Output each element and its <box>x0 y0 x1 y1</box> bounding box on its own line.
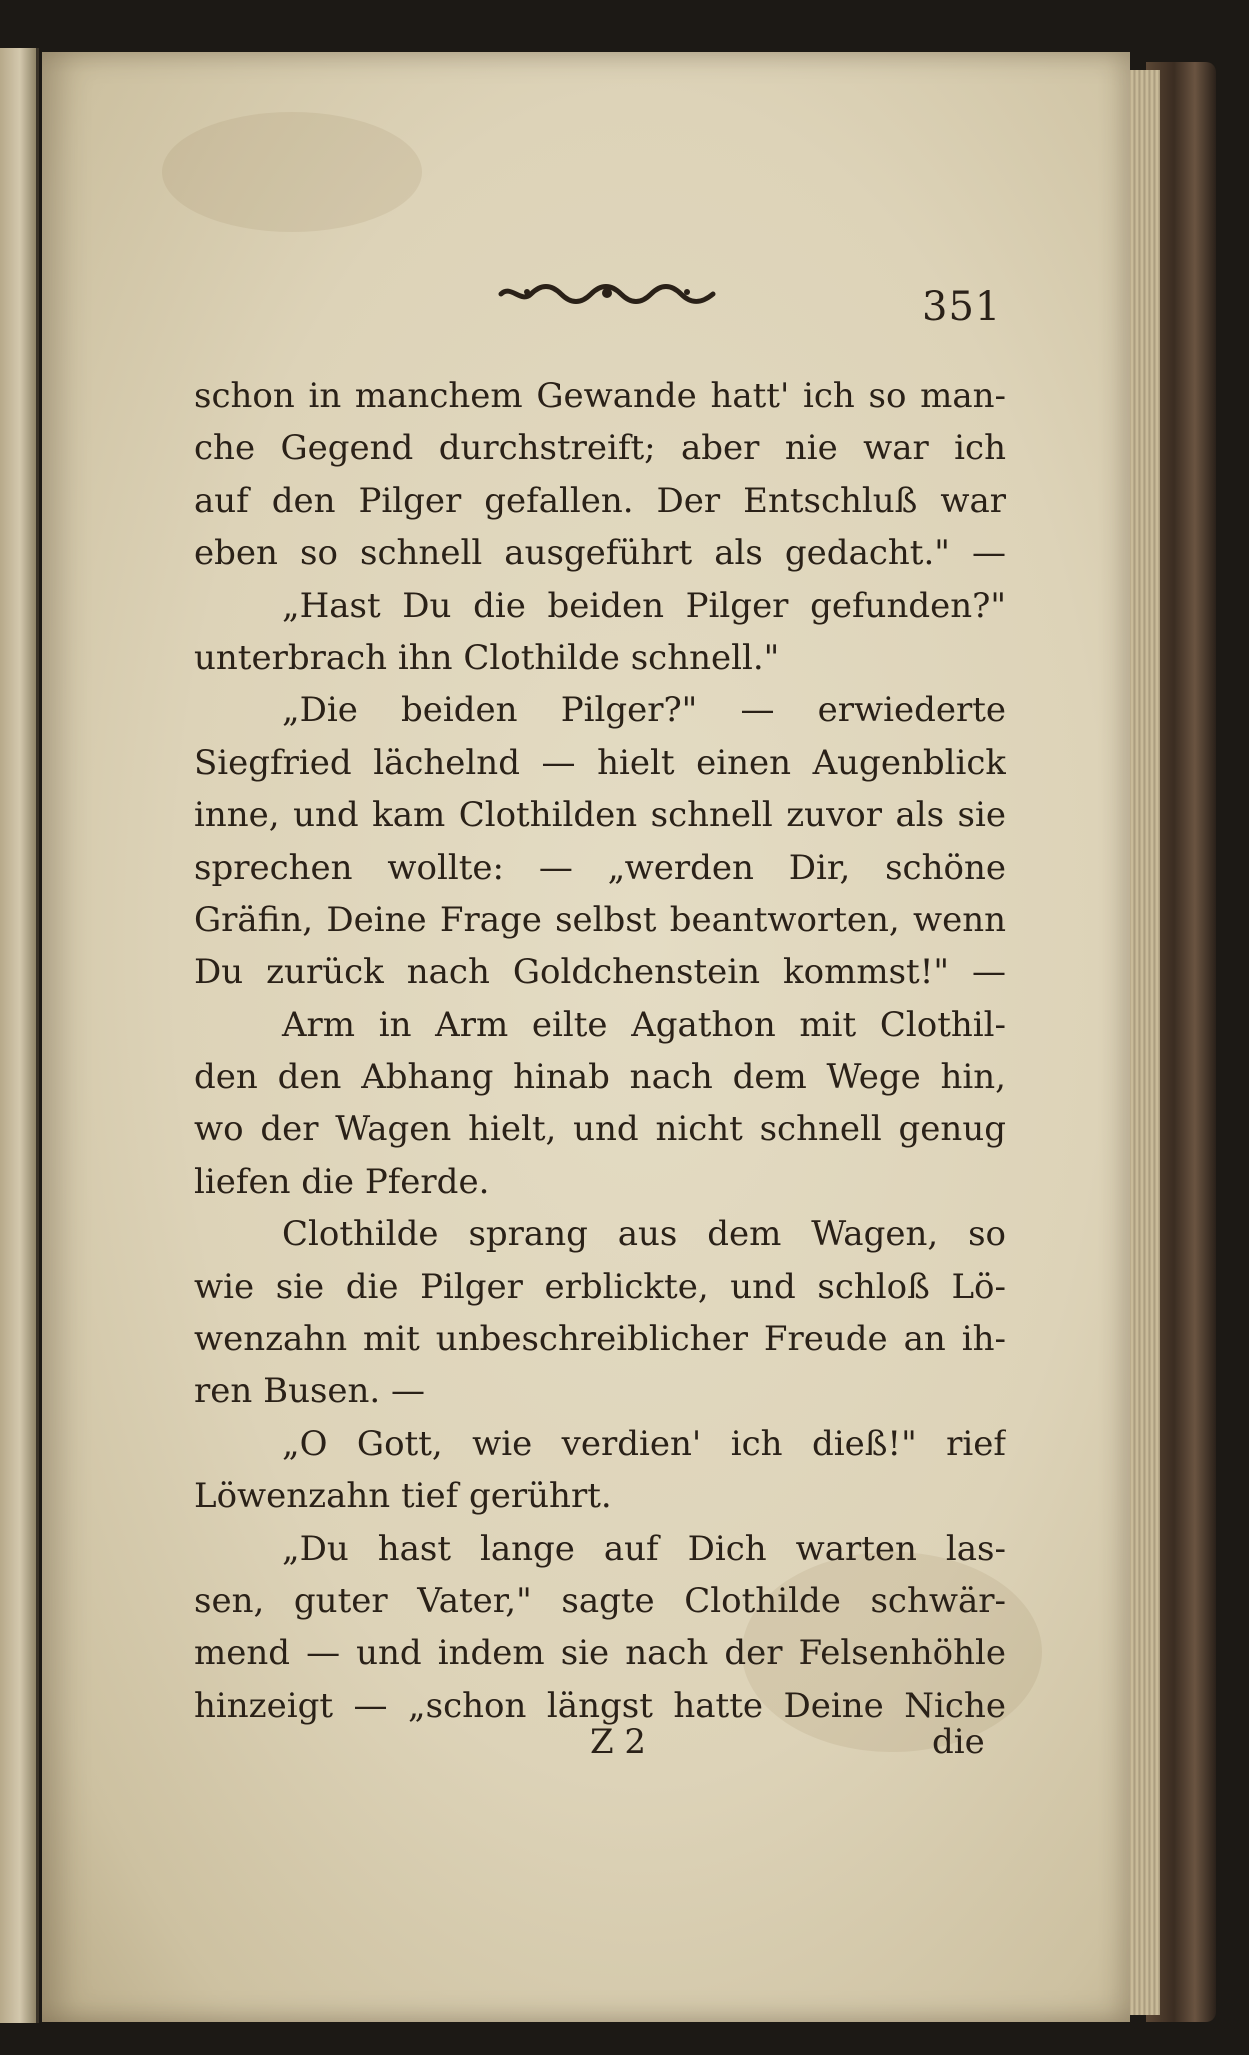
text-line: eben so schnell ausgeführt als gedacht." — <box>194 533 1006 574</box>
page-stack-edge <box>1126 70 1160 2015</box>
text-line: wo der Wagen hielt, und nicht schnell genug <box>194 1109 1006 1150</box>
header-ornament <box>497 280 717 306</box>
text-line: sprechen wollte: — „werden Dir, schöne <box>194 847 1006 888</box>
text-line: inne, und kam Clothilden schnell zuvor als sie <box>194 795 1006 836</box>
text-line: auf den Pilger gefallen. Der Entschluß war <box>194 480 1006 521</box>
text-line: schon in manchem Gewande hatt' ich so man- <box>194 376 1006 416</box>
left-page-edge <box>0 48 39 2023</box>
text-line: wenzahn mit unbeschreiblicher Freude an ih- <box>194 1319 1006 1360</box>
text-line: mend — und indem sie nach der Felsenhöhle <box>194 1633 1006 1674</box>
text-line: hinzeigt — „schon längst hatte Deine Niche <box>194 1685 1006 1726</box>
text-line: Siegfried lächelnd — hielt einen Augenblick <box>194 742 1006 783</box>
text-line: „O Gott, wie verdien' ich dieß!" rief <box>282 1423 1006 1464</box>
text-line: Löwenzahn tief gerührt. <box>194 1476 612 1517</box>
catchword: die <box>932 1722 985 1762</box>
text-line: che Gegend durchstreift; aber nie war ich <box>194 428 1006 469</box>
body-text <box>194 370 1006 1732</box>
text-line: wie sie die Pilger erblickte, und schloß Lö- <box>194 1266 1006 1307</box>
text-line: „Du hast lange auf Dich warten las- <box>282 1528 1006 1569</box>
text-line: Clothilde sprang aus dem Wagen, so <box>282 1214 1006 1255</box>
text-line: Arm in Arm eilte Agathon mit Clothil- <box>282 1004 1006 1045</box>
text-line: Du zurück nach Goldchenstein kommst!" — <box>194 952 1006 993</box>
text-line: unterbrach ihn Clothilde schnell." <box>194 637 780 678</box>
page-number: 351 <box>922 284 1002 330</box>
paper-stain <box>162 112 422 232</box>
text-line: Gräfin, Deine Frage selbst beantworten, wenn <box>194 899 1006 940</box>
text-line: „Die beiden Pilger?" — erwiederte <box>282 690 1006 731</box>
text-line: den den Abhang hinab nach dem Wege hin, <box>194 1057 1006 1098</box>
signature-mark: Z 2 <box>590 1722 647 1762</box>
text-line: ren Busen. — <box>194 1371 426 1412</box>
book-page <box>42 52 1130 2022</box>
text-line: sen, guter Vater," sagte Clothilde schwär- <box>194 1580 1006 1621</box>
text-line: liefen die Pferde. <box>194 1161 490 1202</box>
text-line: „Hast Du die beiden Pilger gefunden?" <box>282 585 1006 626</box>
